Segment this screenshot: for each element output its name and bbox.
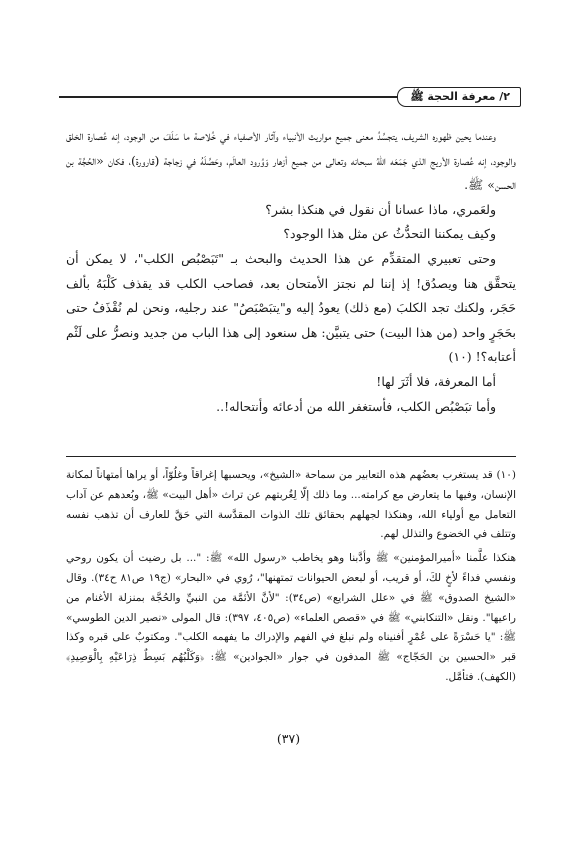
footnote-10-continued: هنكذا علَّمنا «أميرالمؤمنين» ﷺ وأدَّبنا وهو يخاطب «رسول الله» ﷺ: "... بل رضيت أن يكون روحي ونفسي فداءً لأخٍ لكَ، أو قريب، أو لبعض الحيوانات تمتهنها"، رُوي في «البحار» (ج١٩ ص٨١ ح٣٤). وقال «الشيخ الصدوق» ﷺ في «علل الشرايع» (ص٣٤): "لأنَّ الأئمَّة من النبيِّ والحُجَّة بمنزلة الأغنام من راعيها". ونقل «التنكابني» ﷺ في «قصص العلماء» (ص٤٠٥، ٣٩٧): قال المولى «نصير الدين الطوسي» ﷺ: "يا حَسْرَةً على عُمْرٍ أفنيناه ولم نبلغ في الفهم والإدراك ما يفهمه الكلب". ومكتوبٌ على قبره وكذا قبر «الحسين بن الحَجّاج» ﷺ المدفون في جوار «الجوادين» ﷺ: ﴿وَكَلْبُهُم بَسِطٌ ذِرَاعَيْهِ بِالْوَصِيدِ﴾ (الكهف). فتأمَّل. (66, 552, 516, 683)
running-header (59, 87, 521, 107)
page-number: (٣٧) (276, 731, 301, 746)
footnote-10: (١٠) قد يستغرب بعضُهم هذه التعابير من سماحة «الشيخ»، ويحسبها إغراقاً وغلُوّاً، أو يراها أمتهاناً لمكانة الإنسان، وفيها ما يتعارض مع كرامته... وما ذلك إلّا لِغُربتهم عن تراث «أهل البيت» ﷺ، وبُعدهم عن آداب التعامل مع أولياء الله، وهنكذا لجهلهم بحقائق تلك الذوات المقدَّسة التي حَقَّ للعارف أن تذهب نفسه وتتلف في الخضوع والتذلل لهم. (66, 469, 516, 541)
paragraph-question-2: وكيف يمكننا التحدُّثُ عن مثل هذا الوجود؟ (283, 226, 496, 242)
footnote-divider (66, 456, 516, 457)
paragraph-tabasbus: وحتى تعبيري المتقدِّم عن هذا الحديث والبحث بـ "تَبَصْبُص الكلب"، لا يمكن أن يتحقَّق هنا ويصدُق! إذ إننا لم نجتز الأمتحان بعد، فصاحب الكلب قد يقذف كَلْبَهُ بألف حَجَر، ولكنك تجد الكلبَ (مع ذلك) يعودُ إليه و"يتبَصْبَصُ" عند رجليه، ونحن لم نُقْذَفُ حتى بحَجَرٍ واحد (من هذا البيت) حتى يتبيَّن: هل سنعود إلى هذا الباب من جديد ونصرُّ على لَثْم أعتابه؟! (١٠) (66, 250, 516, 365)
footnotes (66, 466, 516, 688)
paragraph-question-1: ولعَمري، ماذا عسانا أن نقول في هنكذا بشر؟ (265, 201, 496, 217)
paragraph-knowledge: أما المعرفة، فلا أثَرَ لها! (376, 373, 496, 389)
main-text (66, 124, 516, 419)
paragraph-closing: وأما تبَصْبُص الكلب، فأستغفر الله من أدعائه وأنتحاله!.. (216, 398, 496, 414)
paragraph-opening: وعندما يحين ظهوره الشريف، يتجسَّدُ معنى جميع مواريث الأنبياء وآثار الأصفياء في خُلاصة ما سَلَفَ من الوجود، إنه عُصارة الخلق والوجود، إنه عُصارة الأريج الذي جَمَعَه اللهُ سبحانه وتعالى من جميع أزهار وَوُرود العالَم، وحَصَّلَهُ في زجاجة (قارورة)، فكان «الحُجَّة بن الحسن» ﷺ. (66, 128, 516, 193)
running-title: ٢/ معرفة الحجة ﷺ (397, 87, 521, 107)
